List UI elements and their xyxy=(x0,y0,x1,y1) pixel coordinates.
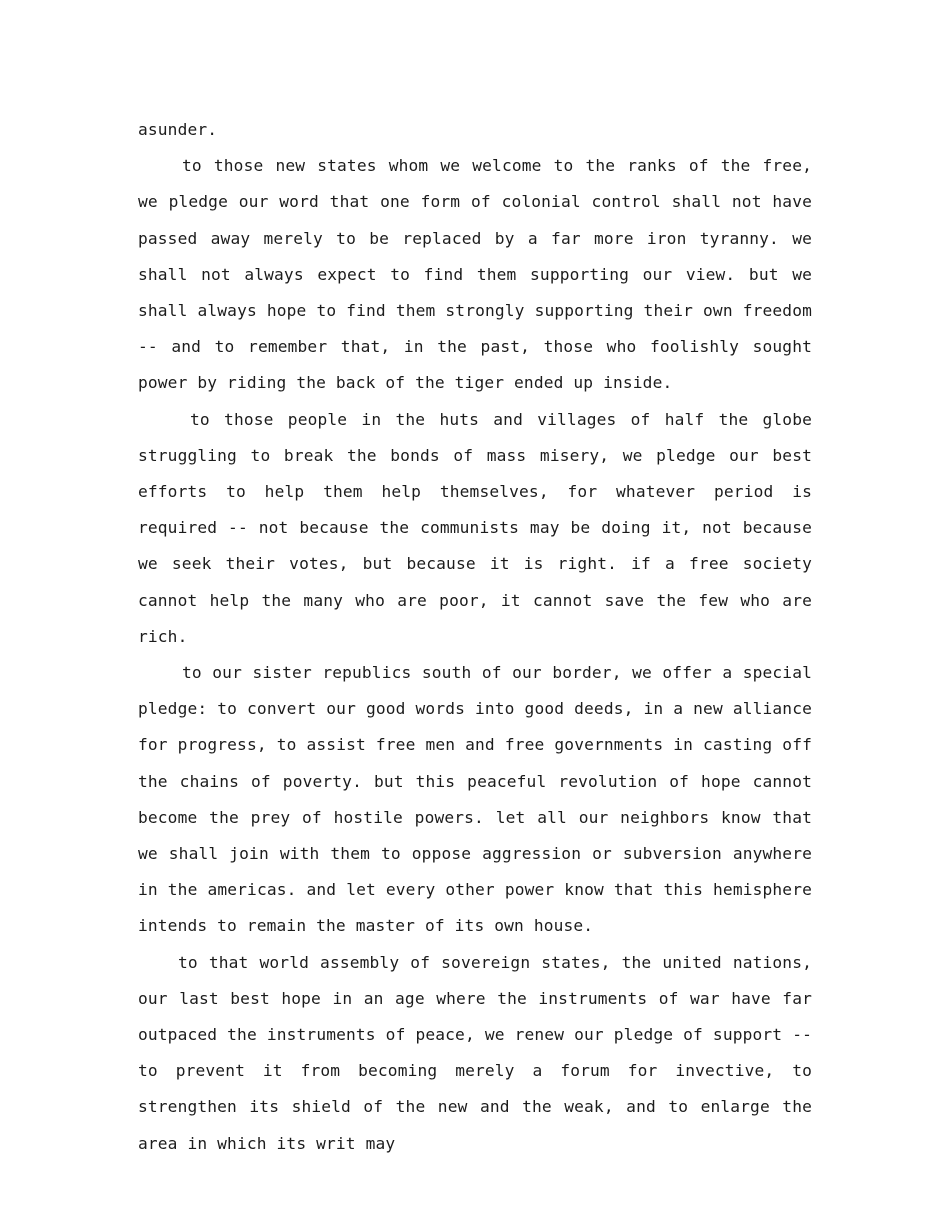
paragraph-united-nations: to that world assembly of sovereign states, the united nations, our last best hope in an age where the instruments of war have far outpaced the instruments of peace, we renew our pledge of support -- to prevent it from becoming merely a forum for invective, to strengthen its shield of the new and the weak, and to enlarge the area in which its writ may xyxy=(138,952,812,1153)
paragraph-huts-and-villages: to those people in the huts and villages of half the globe struggling to break the bonds of mass misery, we pledge our best efforts to help them help themselves, for whatever period is required -- not because the communists may be doing it, not because we seek their votes, but because it is right. if a free society cannot help the many who are poor, it cannot save the few who are rich. xyxy=(138,409,812,646)
paragraph-new-states: to those new states whom we welcome to the ranks of the free, we pledge our word that one form of colonial control shall not have passed away merely to be replaced by a far more iron tyranny. we shall not always expect to find them supporting our view. but we shall always hope to find them strongly supporting their own freedom -- and to remember that, in the past, those who foolishly sought power by riding the back of the tiger ended up inside. xyxy=(138,156,812,393)
paragraph-continuation: asunder. xyxy=(138,120,218,139)
body-text xyxy=(138,112,812,1162)
paragraph-sister-republics: to our sister republics south of our border, we offer a special pledge: to convert our good words into good deeds, in a new alliance for progress, to assist free men and free governments in casting off the chains of poverty. but this peaceful revolution of hope cannot become the prey of hostile powers. let all our neighbors know that we shall join with them to oppose aggression or subversion anywhere in the americas. and let every other power know that this hemisphere intends to remain the master of its own house. xyxy=(138,663,812,936)
